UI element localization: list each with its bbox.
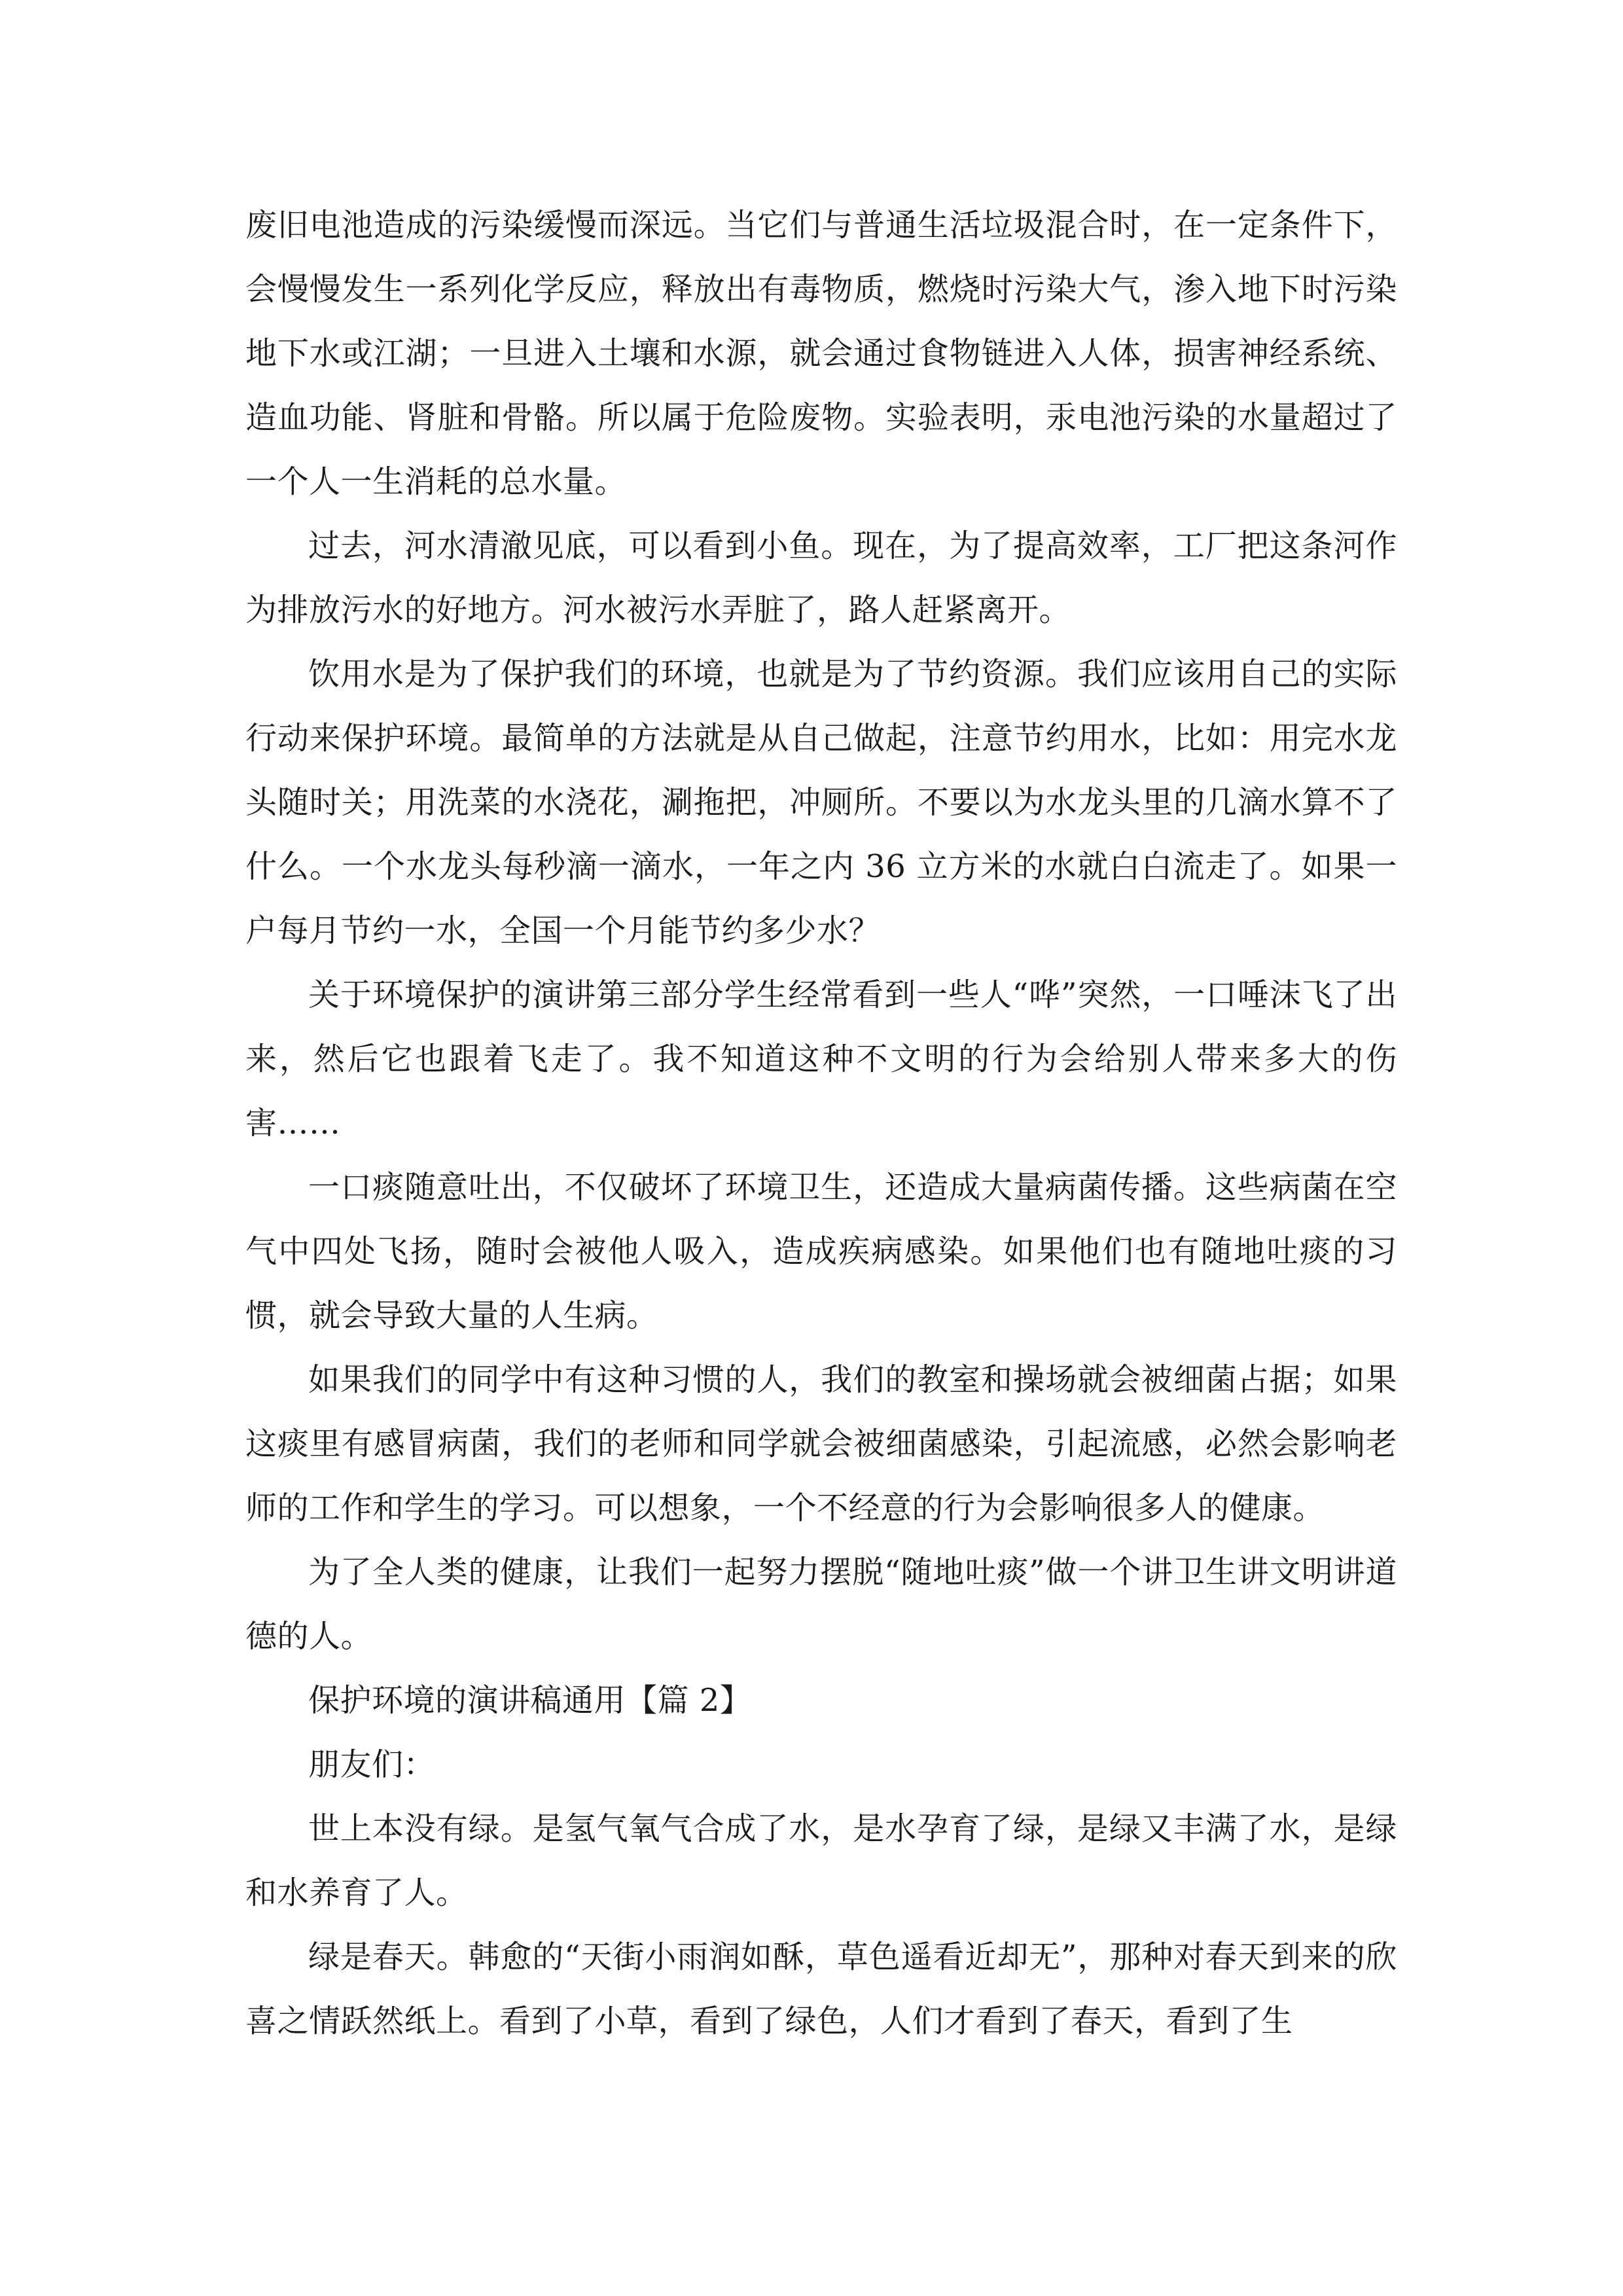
paragraph-spitting-harm: 一口痰随意吐出，不仅破坏了环境卫生，还造成大量病菌传播。这些病菌在空气中四处飞扬，随时会被他人吸入，造成疾病感染。如果他们也有随地吐痰的习惯，就会导致大量的人生病。 (245, 1169, 1397, 1334)
salutation: 朋友们： (308, 1746, 436, 1783)
paragraph-water-saving: 饮用水是为了保护我们的环境，也就是为了节约资源。我们应该用自己的实际行动来保护环境。最简单的方法就是从自己做起，注意节约用水，比如：用完水龙头随时关；用洗菜的水浇花，涮拖把，冲厕所。不要以为水龙头里的几滴水算不了什么。一个水龙头每秒滴一滴水，一年之内 36 立方米的水就白白流走了。如果一户每月节约一水，全国一个月能节约多少水？ (245, 656, 1397, 949)
paragraph-health-call: 为了全人类的健康，让我们一起努力摆脱“随地吐痰”做一个讲卫生讲文明讲道德的人。 (245, 1554, 1397, 1655)
paragraph-classmates: 如果我们的同学中有这种习惯的人，我们的教室和操场就会被细菌占据；如果这痰里有感冒病菌，我们的老师和同学就会被细菌感染，引起流感，必然会影响老师的工作和学生的学习。可以想象，一个不经意的行为会影响很多人的健康。 (245, 1361, 1397, 1526)
paragraph-river: 过去，河水清澈见底，可以看到小鱼。现在，为了提高效率，工厂把这条河作为排放污水的好地方。河水被污水弄脏了，路人赶紧离开。 (245, 528, 1397, 628)
paragraph-green-spring: 绿是春天。韩愈的“天街小雨润如酥，草色遥看近却无”，那种对春天到来的欣喜之情跃然纸上。看到了小草，看到了绿色，人们才看到了春天，看到了生 (245, 1939, 1397, 2039)
section-heading: 保护环境的演讲稿通用【篇 2】 (308, 1682, 752, 1719)
paragraph-spitting-intro: 关于环境保护的演讲第三部分学生经常看到一些人“哗”突然，一口唾沫飞了出来，然后它也跟着飞走了。我不知道这种不文明的行为会给别人带来多大的伤害…… (245, 977, 1397, 1141)
paragraph-battery-pollution: 废旧电池造成的污染缓慢而深远。当它们与普通生活垃圾混合时，在一定条件下，会慢慢发生一系列化学反应，释放出有毒物质，燃烧时污染大气，渗入地下时污染地下水或江湖；一旦进入土壤和水源，就会通过食物链进入人体，损害神经系统、造血功能、肾脏和骨骼。所以属于危险废物。实验表明，汞电池污染的水量超过了一个人一生消耗的总水量。 (245, 207, 1397, 500)
paragraph-green-water: 世上本没有绿。是氢气氧气合成了水，是水孕育了绿，是绿又丰满了水，是绿和水养育了人。 (245, 1810, 1397, 1911)
document-body (245, 193, 1397, 2053)
